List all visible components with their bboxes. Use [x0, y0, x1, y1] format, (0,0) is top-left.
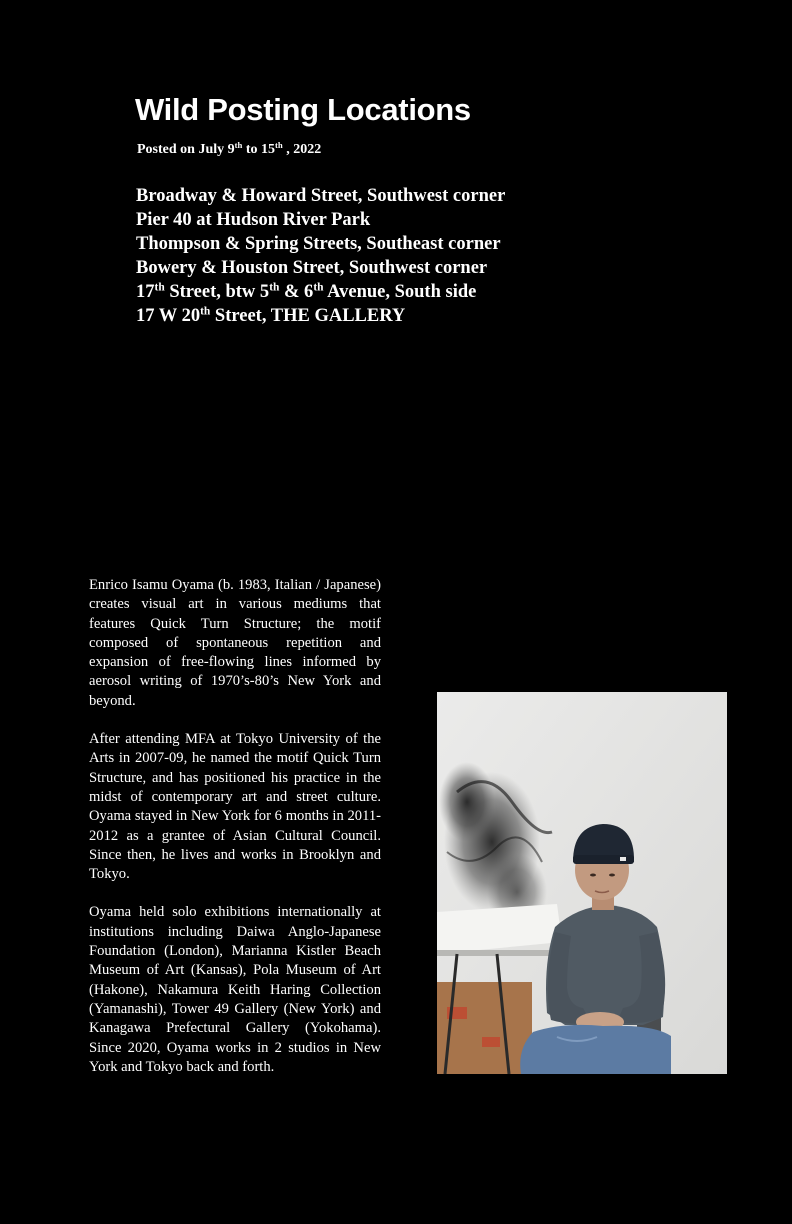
location-text: Avenue, South side [323, 282, 477, 302]
bio-paragraph-intro: Enrico Isamu Oyama (b. 1983, Italian / Japanese) creates visual art in various mediums that features Quick Turn Structure; the motif composed of spontaneous repetition and expansion of free-flowing lines informed by aerosol writing of 1970’s-80’s New York and beyond. [89, 577, 381, 709]
ordinal-suffix: th [154, 281, 165, 294]
posted-suffix: , 2022 [282, 142, 322, 157]
artist-portrait-illustration [437, 692, 727, 1074]
location-text: Thompson & Spring Streets, Southeast corner [136, 234, 501, 254]
posted-sup-end: th [275, 140, 283, 151]
location-text: Bowery & Houston Street, Southwest corner [136, 258, 488, 278]
ordinal-suffix: th [269, 281, 280, 294]
location-text: Street, btw 5 [164, 282, 270, 302]
location-text: 17 [136, 282, 155, 302]
bio-paragraph-education: After attending MFA at Tokyo University of the Arts in 2007-09, he named the motif Quick Turn Structure, and has positioned his practice in the midst of contemporary art and street culture. Oyama stayed in New York for 6 months in 2011-2012 as a grantee of Asian Cultural Council. Since then, he lives and works in Brooklyn and Tokyo. [89, 731, 381, 883]
artist-photo [437, 692, 727, 1074]
location-item [136, 304, 505, 328]
location-item [136, 184, 505, 208]
location-text: 17 W 20 [136, 306, 201, 326]
ordinal-suffix: th [200, 305, 211, 318]
posted-prefix: Posted on July 9 [137, 142, 235, 157]
bio-paragraph-exhibitions: Oyama held solo exhibitions internationally at institutions including Daiwa Anglo-Japanese Foundation (London), Marianna Kistler Beach Museum of Art (Kansas), Pola Museum of Art (Hakone), Nakamura Keith Haring Collection (Yamanashi), Tower 49 Gallery (New York) and Kanagawa Prefectural Gallery (Yokohama). Since 2020, Oyama works in 2 studios in New York and Tokyo back and forth. [89, 904, 381, 1075]
posted-dates [137, 140, 321, 160]
location-text: Pier 40 at Hudson River Park [136, 210, 371, 230]
ordinal-suffix: th [313, 281, 324, 294]
posted-middle: to 15 [242, 142, 276, 157]
location-item [136, 280, 505, 304]
page-title: Wild Posting Locations [135, 92, 471, 127]
location-item [136, 256, 505, 280]
location-text: & 6 [279, 282, 314, 302]
location-item [136, 232, 505, 256]
locations-list [136, 184, 505, 328]
artist-bio [89, 576, 381, 1096]
location-text: Broadway & Howard Street, Southwest corner [136, 186, 506, 206]
posted-sup-start: th [234, 140, 243, 151]
location-text: Street, THE GALLERY [210, 306, 406, 326]
location-item [136, 208, 505, 232]
